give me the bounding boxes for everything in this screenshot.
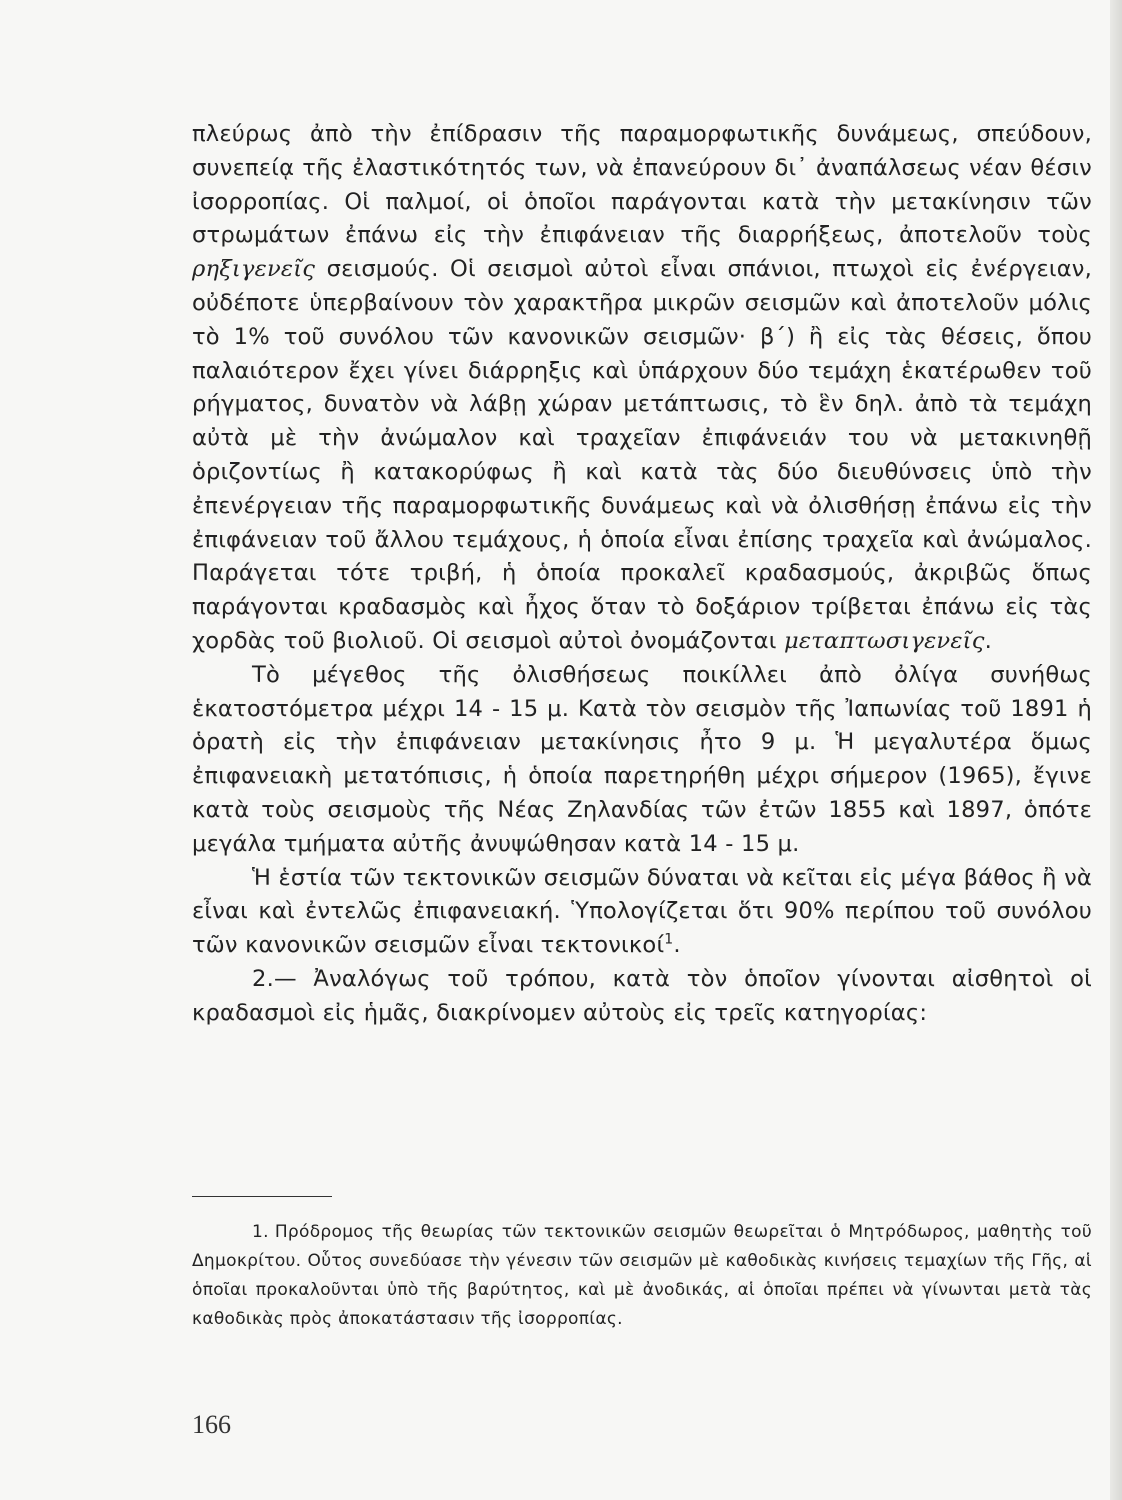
- paragraph: [192, 118, 1092, 659]
- text-run: 2.— Ἀναλόγως τοῦ τρόπου, κατὰ τὸν ὁποῖον γίνονται αἰσθητοὶ οἱ κραδασμοὶ εἰς ἡμᾶς, διακρίνομεν αὐτοὺς εἰς τρεῖς κατηγορίας:: [192, 965, 1092, 1026]
- paragraph: [192, 862, 1092, 963]
- italic-term: μεταπτωσιγενεῖς: [783, 627, 985, 654]
- footnote-ref: 1: [664, 931, 674, 948]
- text-run: πλεύρως ἀπὸ τὴν ἐπίδρασιν τῆς παραμορφωτικῆς δυνάμεως, σπεύδουν, συνεπείᾳ τῆς ἐλαστικότητός των, νὰ ἐπανεύρουν δι᾽ ἀναπάλσεως νέαν θέσιν ἰσορροπίας. Οἱ παλμοί, οἱ ὁποῖοι παράγονται κατὰ τὴν μετακίνησιν τῶν στρωμάτων ἐπάνω εἰς τὴν ἐπιφάνειαν τῆς διαρρήξεως, ἀποτελοῦν τοὺς: [192, 121, 1092, 249]
- text-run: .: [673, 932, 681, 959]
- text-run: .: [984, 627, 992, 654]
- text-run: σεισμούς. Οἱ σεισμοὶ αὐτοὶ εἶναι σπάνιοι, πτωχοὶ εἰς ἐνέργειαν, οὐδέποτε ὑπερβαίνουν τὸν χαρακτῆρα μικρῶν σεισμῶν καὶ ἀποτελοῦν μόλις τὸ 1% τοῦ συνόλου τῶν κανονικῶν σεισμῶν· β΄) ἢ εἰς τὰς θέσεις, ὅπου παλαιότερον ἔχει γίνει διάρρηξις καὶ ὑπάρχουν δύο τεμάχη ἑκατέρωθεν τοῦ ρήγματος, δυνατὸν νὰ λάβῃ χώραν μετάπτωσις, τὸ ἓν δηλ. ἀπὸ τὰ τεμάχη αὐτὰ μὲ τὴν ἀνώμαλον καὶ τραχεῖαν ἐπιφάνειάν του νὰ μετακινηθῇ ὁριζοντίως ἢ κατακορύφως ἢ καὶ κατὰ τὰς δύο διευθύνσεις ὑπὸ τὴν ἐπενέργειαν τῆς παραμορφωτικῆς δυνάμεως καὶ νὰ ὀλισθήσῃ ἐπάνω εἰς τὴν ἐπιφάνειαν τοῦ ἄλλου τεμάχους, ἡ ὁποία εἶναι ἐπίσης τραχεῖα καὶ ἀνώμαλος. Παράγεται τότε τριβή, ἡ ὁποία προκαλεῖ κραδασμούς, ἀκριβῶς ὅπως παράγονται κραδασμὸς καὶ ἦχος ὅταν τὸ δοξάριον τρίβεται ἐπάνω εἰς τὰς χορδὰς τοῦ βιολιοῦ. Οἱ σεισμοὶ αὐτοὶ ὀνομάζονται: [192, 256, 1092, 654]
- paragraph: [192, 659, 1092, 862]
- text-run: Τὸ μέγεθος τῆς ὀλισθήσεως ποικίλλει ἀπὸ ὀλίγα συνήθως ἑκατοστόμετρα μέχρι 14 - 15 μ. Κατὰ τὸν σεισμὸν τῆς Ἰαπωνίας τοῦ 1891 ἡ ὁρατὴ εἰς τὴν ἐπιφάνειαν μετακίνησις ἦτο 9 μ. Ἡ μεγαλυτέρα ὅμως ἐπιφανειακὴ μετατόπισις, ἡ ὁποία παρετηρήθη μέχρι σήμερον (1965), ἔγινε κατὰ τοὺς σεισμοὺς τῆς Νέας Ζηλανδίας τῶν ἐτῶν 1855 καὶ 1897, ὁπότε μεγάλα τμήματα αὐτῆς ἀνυψώθησαν κατὰ 14 - 15 μ.: [192, 661, 1092, 857]
- page-edge: [1110, 0, 1122, 1500]
- italic-term: ρηξιγενεῖς: [192, 256, 316, 283]
- footnote: [192, 1218, 1092, 1334]
- body-text: [192, 118, 1092, 1031]
- page-number: 166: [192, 1410, 231, 1439]
- footnote-divider: [192, 1196, 332, 1197]
- text-run: Ἡ ἑστία τῶν τεκτονικῶν σεισμῶν δύναται νὰ κεῖται εἰς μέγα βάθος ἢ νὰ εἶναι καὶ ἐντελῶς ἐπιφανειακή. Ὑπολογίζεται ὅτι 90% περίπου τοῦ συνόλου τῶν κανονικῶν σεισμῶν εἶναι τεκτονικοί: [192, 864, 1092, 959]
- paragraph: [192, 963, 1092, 1031]
- footnote-text: Πρόδρομος τῆς θεωρίας τῶν τεκτονικῶν σεισμῶν θεωρεῖται ὁ Μητρόδωρος, μαθητὴς τοῦ Δημοκρίτου. Οὗτος συνεδύασε τὴν γένεσιν τῶν σεισμῶν μὲ καθοδικὰς κινήσεις τεμαχίων τῆς Γῆς, αἱ ὁποῖαι προκαλοῦνται ὑπὸ τῆς βαρύτητος, καὶ μὲ ἀνοδικάς, αἱ ὁποῖαι πρέπει νὰ γίνωνται μετὰ τὰς καθοδικὰς πρὸς ἀποκατάστασιν τῆς ἰσορροπίας.: [192, 1222, 1092, 1329]
- footnote-number: 1.: [252, 1222, 269, 1242]
